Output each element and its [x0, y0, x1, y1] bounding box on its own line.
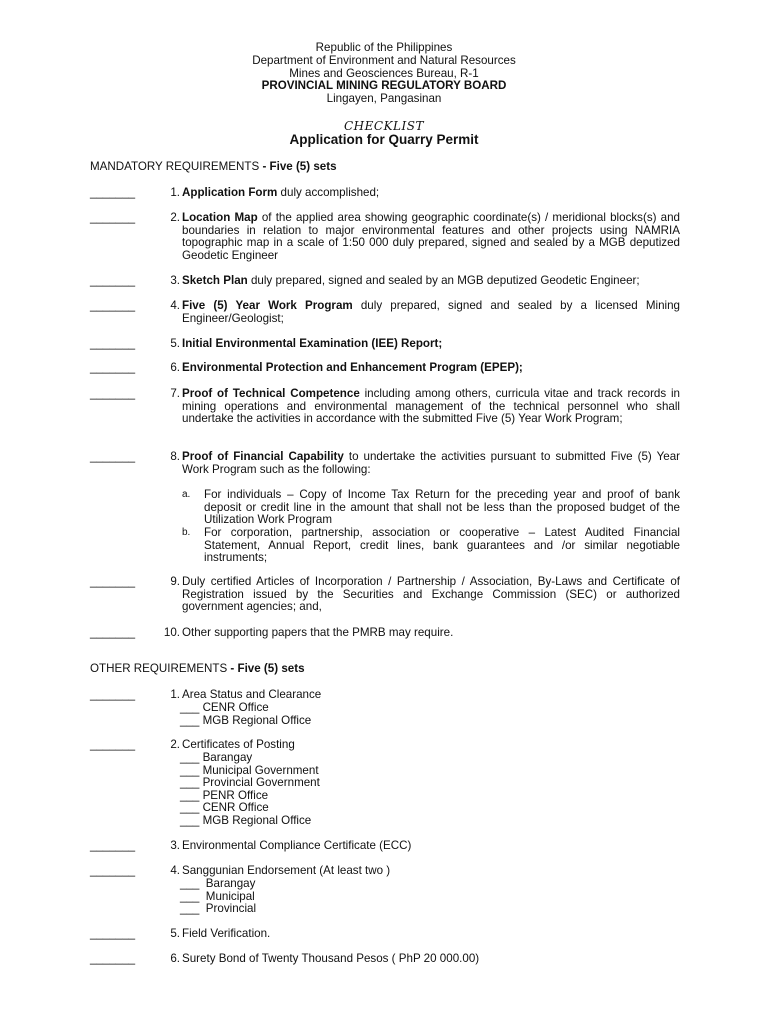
item-bold-text: Initial Environmental Examination (IEE) Report;	[182, 337, 443, 350]
item-number: 1.	[170, 688, 180, 701]
check-blank[interactable]: _______	[90, 688, 136, 701]
other-item	[90, 928, 680, 941]
item-detail: of the applied area showing geographic coordinate(s) / meridional blocks(s) and boundaries in relation to major environmental features and other projects using NAMRIA topographic map in a scale of 1:50 000 duly prepared, signed and sealed by a MGB deputized Geodetic Engineer	[182, 211, 680, 262]
option-line[interactable]: ___ Provincial	[180, 902, 257, 915]
option-line[interactable]: ___ CENR Office	[180, 701, 269, 714]
header-board: PROVINCIAL MINING REGULATORY BOARD	[261, 79, 507, 93]
mandatory-item	[90, 187, 680, 200]
item-number: 4.	[170, 864, 180, 877]
item-number: 6.	[170, 361, 180, 374]
item-text: Environmental Compliance Certificate (ECC)	[182, 839, 412, 852]
option-line[interactable]: ___ Municipal Government	[180, 764, 319, 777]
mandatory-item	[90, 212, 680, 262]
other-item	[90, 689, 680, 702]
item-number: 3.	[170, 274, 180, 287]
item-number: 3.	[170, 839, 180, 852]
item-text	[182, 451, 680, 476]
mandatory-item	[90, 627, 680, 640]
mandatory-item	[90, 275, 680, 288]
sub-item-letter: b.	[182, 527, 191, 538]
other-item	[90, 739, 680, 752]
check-blank[interactable]: _______	[90, 839, 136, 852]
option-line[interactable]: ___ Barangay	[180, 751, 253, 764]
check-blank[interactable]: _______	[90, 274, 136, 287]
item-text	[182, 212, 680, 262]
item-text	[182, 275, 680, 288]
check-blank[interactable]: _______	[90, 626, 136, 639]
other-heading-label: OTHER REQUIREMENTS	[90, 662, 228, 675]
mandatory-item	[90, 388, 680, 426]
item-bold-text: Location Map	[182, 211, 258, 224]
item-number: 9.	[170, 575, 180, 588]
item-bold-text: Application Form	[182, 186, 278, 199]
mandatory-sets: - Five (5) sets	[259, 160, 337, 173]
item-bold-text: Proof of Financial Capability	[182, 450, 344, 463]
item-number: 2.	[170, 211, 180, 224]
check-blank[interactable]: _______	[90, 738, 136, 751]
check-blank[interactable]: _______	[90, 575, 136, 588]
sub-item	[182, 527, 680, 565]
item-bold-text: Proof of Technical Competence	[182, 387, 360, 400]
option-line[interactable]: ___ Provincial Government	[180, 776, 320, 789]
header-republic: Republic of the Philippines	[315, 41, 453, 54]
item-bold-text: Five (5) Year Work Program	[182, 299, 353, 312]
check-blank[interactable]: _______	[90, 186, 136, 199]
mandatory-heading-label: MANDATORY REQUIREMENTS	[90, 160, 260, 173]
item-detail: duly prepared, signed and sealed by an MGB deputized Geodetic Engineer;	[247, 274, 640, 287]
mandatory-item	[90, 362, 680, 375]
check-blank[interactable]: _______	[90, 387, 136, 400]
item-bold-text: Environmental Protection and Enhancement Program (EPEP);	[182, 361, 523, 374]
item-number: 10.	[163, 626, 180, 639]
item-detail: duly prepared, signed and sealed by a licensed Mining Engineer/Geologist;	[182, 299, 680, 325]
header-location: Lingayen, Pangasinan	[326, 92, 442, 106]
mandatory-item	[90, 576, 680, 614]
sub-item	[182, 489, 680, 527]
mandatory-heading	[90, 161, 337, 174]
item-text: Other supporting papers that the PMRB may require.	[182, 626, 454, 639]
mandatory-item	[90, 451, 680, 476]
option-line[interactable]: ___ PENR Office	[180, 789, 269, 802]
item-number: 6.	[170, 952, 180, 965]
item-number: 7.	[170, 387, 180, 400]
other-item	[90, 953, 680, 966]
item-text	[182, 362, 680, 375]
item-bold-text: Sketch Plan	[182, 274, 248, 287]
item-text: Duly certified Articles of Incorporation / Partnership / Association, By-Laws and Certificate of Registration issued by the Securities and Exchange Commission (SEC) or authorized government agencies; and,	[182, 575, 680, 614]
option-line[interactable]: ___ MGB Regional Office	[180, 714, 312, 727]
item-text: Sanggunian Endorsement (At least two )	[182, 864, 391, 877]
other-item	[90, 840, 680, 853]
checklist-label: CHECKLIST	[344, 119, 424, 133]
item-text	[182, 388, 680, 426]
page-title: Application for Quarry Permit	[289, 132, 479, 147]
check-blank[interactable]: _______	[90, 927, 136, 940]
mandatory-item	[90, 338, 680, 351]
check-blank[interactable]: _______	[90, 361, 136, 374]
item-detail: to undertake the activities pursuant to submitted Five (5) Year Work Program such as the following:	[182, 450, 680, 476]
item-number: 4.	[170, 299, 180, 312]
check-blank[interactable]: _______	[90, 450, 136, 463]
other-heading	[90, 663, 305, 676]
option-line[interactable]: ___ CENR Office	[180, 801, 269, 814]
document-header	[0, 42, 768, 106]
sub-item-letter: a.	[182, 489, 191, 500]
check-blank[interactable]: _______	[90, 952, 136, 965]
option-line[interactable]: ___ Municipal	[180, 890, 255, 903]
item-text	[182, 300, 680, 325]
item-text: Field Verification.	[182, 927, 271, 940]
sub-item-text: For corporation, partnership, association or cooperative – Latest Audited Financial Statement, Annual Report, credit lines, bank guarantees and /or similar negotiable instruments;	[204, 526, 680, 565]
item-number: 5.	[170, 337, 180, 350]
sub-item-text: For individuals – Copy of Income Tax Return for the preceding year and proof of bank deposit or credit line in the amount that shall not be less than the proposed budget of the Utilization Work Program	[204, 488, 680, 527]
check-blank[interactable]: _______	[90, 211, 136, 224]
item-detail: duly accomplished;	[277, 186, 380, 199]
mandatory-item	[90, 300, 680, 325]
item-number: 5.	[170, 927, 180, 940]
other-item	[90, 865, 680, 878]
header-bureau: Mines and Geosciences Bureau, R-1	[289, 66, 479, 80]
header-department: Department of Environment and Natural Resources	[252, 53, 516, 67]
item-number: 1.	[170, 186, 180, 199]
check-blank[interactable]: _______	[90, 299, 136, 312]
check-blank[interactable]: _______	[90, 864, 136, 877]
option-line[interactable]: ___ MGB Regional Office	[180, 814, 312, 827]
other-sets: - Five (5) sets	[227, 662, 305, 675]
item-text	[182, 338, 680, 351]
item-text: Certificates of Posting	[182, 738, 295, 751]
item-number: 2.	[170, 738, 180, 751]
item-text	[182, 187, 680, 200]
check-blank[interactable]: _______	[90, 337, 136, 350]
item-text: Area Status and Clearance	[182, 688, 322, 701]
item-text: Surety Bond of Twenty Thousand Pesos ( PhP 20 000.00)	[182, 952, 480, 965]
item-detail: including among others, curricula vitae and track records in mining operations and environmental management of the technical personnel who shall undertake the activities in accordance with the submitted Five (5) Year Work Program;	[182, 387, 680, 426]
option-line[interactable]: ___ Barangay	[180, 877, 256, 890]
item-number: 8.	[170, 450, 180, 463]
